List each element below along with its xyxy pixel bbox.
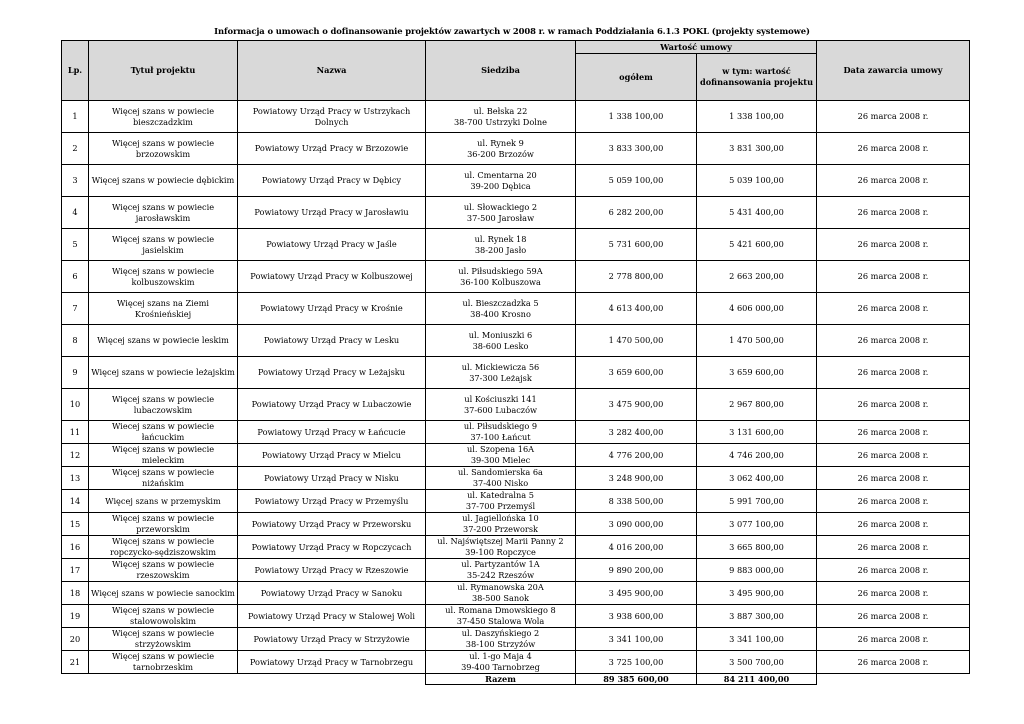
cell-dofinansowanie: 5 431 400,00 <box>697 197 817 229</box>
cell-siedziba <box>426 293 576 325</box>
address-street: ul. Sandomierska 6a <box>458 467 543 477</box>
cell-ogolem: 6 282 200,00 <box>576 197 697 229</box>
cell-tytul: Więcej szans w powiecie mieleckim <box>89 444 238 467</box>
cell-data: 26 marca 2008 r. <box>817 582 970 605</box>
cell-lp: 20 <box>62 628 89 651</box>
address-city: 37-600 Lubaczów <box>463 404 538 415</box>
cell-dofinansowanie: 1 338 100,00 <box>697 101 817 133</box>
cell-nazwa: Powiatowy Urząd Pracy w Krośnie <box>238 293 426 325</box>
address-street: ul. Jagiellońska 10 <box>462 513 539 523</box>
cell-data: 26 marca 2008 r. <box>817 421 970 444</box>
cell-data: 26 marca 2008 r. <box>817 559 970 582</box>
cell-tytul: Więcej szans w powiecie dębickim <box>89 165 238 197</box>
cell-dofinansowanie: 3 341 100,00 <box>697 628 817 651</box>
address-street: ul. Najświętszej Marii Panny 2 <box>437 536 564 546</box>
cell-dofinansowanie: 3 500 700,00 <box>697 651 817 674</box>
cell-ogolem: 3 725 100,00 <box>576 651 697 674</box>
page-title: Informacja o umowach o dofinansowanie projektów zawartych w 2008 r. w ramach Poddziałania 6.1.3 POKL (projekty systemowe) <box>214 26 810 36</box>
cell-nazwa: Powiatowy Urząd Pracy w Strzyżowie <box>238 628 426 651</box>
address-street: ul. Daszyńskiego 2 <box>461 628 540 638</box>
cell-ogolem: 3 495 900,00 <box>576 582 697 605</box>
cell-lp: 18 <box>62 582 89 605</box>
total-ogolem: 89 385 600,00 <box>576 674 697 685</box>
table-row <box>62 101 970 133</box>
address-street: ul. Rynek 18 <box>474 233 527 244</box>
cell-nazwa: Powiatowy Urząd Pracy w Przeworsku <box>238 513 426 536</box>
cell-lp: 15 <box>62 513 89 536</box>
cell-lp: 3 <box>62 165 89 197</box>
cell-lp: 1 <box>62 101 89 133</box>
cell-nazwa: Powiatowy Urząd Pracy w Łańcucie <box>238 421 426 444</box>
cell-data: 26 marca 2008 r. <box>817 197 970 229</box>
table-row <box>62 582 970 605</box>
address-street: ul. Piłsudskiego 59A <box>458 265 543 276</box>
cell-dofinansowanie: 4 746 200,00 <box>697 444 817 467</box>
cell-nazwa: Powiatowy Urząd Pracy w Jarosławiu <box>238 197 426 229</box>
cell-ogolem: 5 059 100,00 <box>576 165 697 197</box>
cell-tytul: Więcej szans w powiecie leskim <box>89 325 238 357</box>
cell-data: 26 marca 2008 r. <box>817 651 970 674</box>
cell-siedziba <box>426 229 576 261</box>
table-row <box>62 357 970 389</box>
cell-nazwa: Powiatowy Urząd Pracy w Tarnobrzegu <box>238 651 426 674</box>
address-street: ul. 1-go Maja 4 <box>469 651 532 661</box>
address-city: 38-100 Strzyżów <box>465 639 536 649</box>
cell-siedziba <box>426 389 576 421</box>
address-city: 37-700 Przemyśl <box>465 501 536 511</box>
cell-data: 26 marca 2008 r. <box>817 133 970 165</box>
cell-lp: 17 <box>62 559 89 582</box>
cell-nazwa: Powiatowy Urząd Pracy w Lubaczowie <box>238 389 426 421</box>
cell-siedziba <box>426 444 576 467</box>
cell-dofinansowanie: 5 991 700,00 <box>697 490 817 513</box>
cell-siedziba <box>426 101 576 133</box>
table-row <box>62 536 970 559</box>
cell-tytul: Więcej szans w powiecie niżańskim <box>89 467 238 490</box>
cell-ogolem: 1 338 100,00 <box>576 101 697 133</box>
cell-ogolem: 3 659 600,00 <box>576 357 697 389</box>
cell-dofinansowanie: 5 421 600,00 <box>697 229 817 261</box>
cell-lp: 2 <box>62 133 89 165</box>
cell-ogolem: 2 778 800,00 <box>576 261 697 293</box>
total-label: Razem <box>426 674 576 685</box>
address-city: 38-400 Krosno <box>470 308 531 319</box>
address-city: 39-300 Mielec <box>470 455 531 465</box>
address-street: ul. Bieszczadzka 5 <box>462 297 539 308</box>
cell-data: 26 marca 2008 r. <box>817 101 970 133</box>
address-city: 37-200 Przeworsk <box>462 524 538 534</box>
table-body <box>62 101 970 685</box>
table-row <box>62 421 970 444</box>
cell-ogolem: 3 475 900,00 <box>576 389 697 421</box>
cell-lp: 4 <box>62 197 89 229</box>
cell-nazwa: Powiatowy Urząd Pracy w Nisku <box>238 467 426 490</box>
cell-nazwa: Powiatowy Urząd Pracy w Kolbuszowej <box>238 261 426 293</box>
total-dofinansowanie: 84 211 400,00 <box>697 674 817 685</box>
address-street: ul. Szopena 16A <box>466 444 535 454</box>
address-street: ul. Bełska 22 <box>473 105 528 116</box>
cell-ogolem: 4 016 200,00 <box>576 536 697 559</box>
table-row <box>62 229 970 261</box>
cell-nazwa: Powiatowy Urząd Pracy w Rzeszowie <box>238 559 426 582</box>
table-row <box>62 513 970 536</box>
cell-nazwa: Powiatowy Urząd Pracy w Stalowej Woli <box>238 605 426 628</box>
cell-tytul: Więcej szans w powiecie jasielskim <box>89 229 238 261</box>
cell-nazwa: Powiatowy Urząd Pracy w Ustrzykach Dolnych <box>238 101 426 133</box>
cell-nazwa: Powiatowy Urząd Pracy w Dębicy <box>238 165 426 197</box>
table-row <box>62 261 970 293</box>
table-row <box>62 165 970 197</box>
cell-siedziba <box>426 513 576 536</box>
address-street: ul. Cmentarna 20 <box>464 169 537 180</box>
header-data: Data zawarcia umowy <box>817 41 970 101</box>
cell-data: 26 marca 2008 r. <box>817 513 970 536</box>
cell-ogolem: 3 938 600,00 <box>576 605 697 628</box>
address-city: 38-700 Ustrzyki Dolne <box>453 116 548 127</box>
address-street: ul. Moniuszki 6 <box>468 329 533 340</box>
cell-tytul: Więcej szans w powiecie jarosławskim <box>89 197 238 229</box>
address-street: ul. Romana Dmowskiego 8 <box>445 605 556 615</box>
cell-siedziba <box>426 582 576 605</box>
table-row <box>62 605 970 628</box>
cell-data: 26 marca 2008 r. <box>817 605 970 628</box>
table-row <box>62 467 970 490</box>
cell-dofinansowanie: 3 131 600,00 <box>697 421 817 444</box>
table-row <box>62 197 970 229</box>
table-row <box>62 293 970 325</box>
cell-lp: 16 <box>62 536 89 559</box>
cell-dofinansowanie: 3 659 600,00 <box>697 357 817 389</box>
cell-lp: 11 <box>62 421 89 444</box>
cell-siedziba <box>426 651 576 674</box>
cell-tytul: Więcej szans w powiecie stalowowolskim <box>89 605 238 628</box>
cell-dofinansowanie: 3 887 300,00 <box>697 605 817 628</box>
header-wartosc: Wartość umowy <box>576 41 817 54</box>
cell-nazwa: Powiatowy Urząd Pracy w Brzozowie <box>238 133 426 165</box>
cell-nazwa: Powiatowy Urząd Pracy w Mielcu <box>238 444 426 467</box>
cell-dofinansowanie: 1 470 500,00 <box>697 325 817 357</box>
cell-dofinansowanie: 3 077 100,00 <box>697 513 817 536</box>
address-city: 37-300 Leżajsk <box>469 372 532 383</box>
cell-lp: 5 <box>62 229 89 261</box>
cell-lp: 8 <box>62 325 89 357</box>
cell-ogolem: 3 341 100,00 <box>576 628 697 651</box>
cell-siedziba <box>426 325 576 357</box>
cell-lp: 19 <box>62 605 89 628</box>
table-row <box>62 133 970 165</box>
cell-data: 26 marca 2008 r. <box>817 536 970 559</box>
cell-ogolem: 9 890 200,00 <box>576 559 697 582</box>
address-street: ul. Mickiewicza 56 <box>461 361 540 372</box>
table-row <box>62 389 970 421</box>
cell-dofinansowanie: 3 062 400,00 <box>697 467 817 490</box>
table-row <box>62 559 970 582</box>
cell-tytul: Więcej szans w powiecie sanockim <box>89 582 238 605</box>
cell-siedziba <box>426 261 576 293</box>
cell-siedziba <box>426 133 576 165</box>
cell-data: 26 marca 2008 r. <box>817 467 970 490</box>
cell-data: 26 marca 2008 r. <box>817 444 970 467</box>
address-city: 38-500 Sanok <box>471 593 530 603</box>
cell-siedziba <box>426 421 576 444</box>
cell-tytul: Więcej szans w powiecie leżajskim <box>89 357 238 389</box>
cell-data: 26 marca 2008 r. <box>817 165 970 197</box>
cell-data: 26 marca 2008 r. <box>817 229 970 261</box>
cell-lp: 12 <box>62 444 89 467</box>
empty-cell <box>89 674 238 685</box>
cell-nazwa: Powiatowy Urząd Pracy w Leżajsku <box>238 357 426 389</box>
cell-tytul: Więcej szans w powiecie brzozowskim <box>89 133 238 165</box>
table-row <box>62 490 970 513</box>
cell-dofinansowanie: 2 967 800,00 <box>697 389 817 421</box>
cell-ogolem: 8 338 500,00 <box>576 490 697 513</box>
cell-tytul: Więcej szans w powiecie lubaczowskim <box>89 389 238 421</box>
address-city: 37-100 Łańcut <box>470 432 531 442</box>
cell-data: 26 marca 2008 r. <box>817 293 970 325</box>
cell-ogolem: 5 731 600,00 <box>576 229 697 261</box>
address-city: 39-200 Dębica <box>470 180 531 191</box>
cell-siedziba <box>426 467 576 490</box>
cell-dofinansowanie: 3 831 300,00 <box>697 133 817 165</box>
header-lp: Lp. <box>62 41 89 101</box>
cell-siedziba <box>426 536 576 559</box>
cell-ogolem: 3 090 000,00 <box>576 513 697 536</box>
cell-ogolem: 1 470 500,00 <box>576 325 697 357</box>
cell-siedziba <box>426 559 576 582</box>
cell-dofinansowanie: 2 663 200,00 <box>697 261 817 293</box>
cell-lp: 14 <box>62 490 89 513</box>
cell-siedziba <box>426 490 576 513</box>
total-row <box>62 674 970 685</box>
address-city: 37-400 Nisko <box>472 478 529 488</box>
cell-dofinansowanie: 4 606 000,00 <box>697 293 817 325</box>
address-street: ul. Słowackiego 2 <box>463 201 538 212</box>
header-ogolem: ogółem <box>576 54 697 101</box>
address-street: ul. Partyzantów 1A <box>461 559 540 569</box>
header-dofinansowanie: w tym: wartość dofinansowania projektu <box>697 54 817 101</box>
cell-tytul: Więcej szans w powiecie przeworskim <box>89 513 238 536</box>
cell-tytul: Więcej szans w powiecie bieszczadzkim <box>89 101 238 133</box>
table-row <box>62 325 970 357</box>
cell-data: 26 marca 2008 r. <box>817 325 970 357</box>
cell-nazwa: Powiatowy Urząd Pracy w Przemyślu <box>238 490 426 513</box>
cell-siedziba <box>426 357 576 389</box>
header-siedziba: Siedziba <box>426 41 576 101</box>
address-city: 38-200 Jasło <box>474 244 527 255</box>
address-street: ul. Katedralna 5 <box>467 490 534 500</box>
cell-siedziba <box>426 628 576 651</box>
header-nazwa: Nazwa <box>238 41 426 101</box>
empty-cell <box>62 674 89 685</box>
cell-ogolem: 4 776 200,00 <box>576 444 697 467</box>
cell-tytul: Więcej szans w powiecie kolbuszowskim <box>89 261 238 293</box>
cell-tytul: Więcej szans w powiecie rzeszowskim <box>89 559 238 582</box>
cell-tytul: Więcej szans w powiecie strzyżowskim <box>89 628 238 651</box>
address-street: ul. Piłsudskiego 9 <box>463 421 538 431</box>
cell-nazwa: Powiatowy Urząd Pracy w Lesku <box>238 325 426 357</box>
cell-tytul: Więcej szans na Ziemi Krośnieńskiej <box>89 293 238 325</box>
cell-dofinansowanie: 3 665 800,00 <box>697 536 817 559</box>
header-tytul: Tytuł projektu <box>89 41 238 101</box>
cell-tytul: Więcej szans w powiecie ropczycko-sędziszowskim <box>89 536 238 559</box>
address-city: 35-242 Rzeszów <box>466 570 535 580</box>
cell-nazwa: Powiatowy Urząd Pracy w Jaśle <box>238 229 426 261</box>
cell-lp: 13 <box>62 467 89 490</box>
cell-lp: 6 <box>62 261 89 293</box>
address-city: 37-500 Jarosław <box>466 212 535 223</box>
cell-lp: 7 <box>62 293 89 325</box>
cell-tytul: Więcej szans w powiecie tarnobrzeskim <box>89 651 238 674</box>
cell-nazwa: Powiatowy Urząd Pracy w Ropczycach <box>238 536 426 559</box>
cell-data: 26 marca 2008 r. <box>817 490 970 513</box>
table-row <box>62 651 970 674</box>
cell-data: 26 marca 2008 r. <box>817 357 970 389</box>
cell-lp: 10 <box>62 389 89 421</box>
address-street: ul. Rynek 9 <box>477 137 524 148</box>
address-city: 36-200 Brzozów <box>467 148 534 159</box>
cell-ogolem: 3 282 400,00 <box>576 421 697 444</box>
cell-lp: 21 <box>62 651 89 674</box>
address-city: 39-100 Ropczyce <box>465 547 536 557</box>
cell-dofinansowanie: 5 039 100,00 <box>697 165 817 197</box>
address-city: 39-400 Tarnobrzeg <box>461 662 540 672</box>
cell-data: 26 marca 2008 r. <box>817 389 970 421</box>
cell-ogolem: 3 248 900,00 <box>576 467 697 490</box>
empty-cell <box>238 674 426 685</box>
empty-cell <box>817 674 970 685</box>
cell-tytul: Wiecej szans w powiecie łańcuckim <box>89 421 238 444</box>
address-city: 37-450 Stalowa Wola <box>456 616 545 626</box>
cell-data: 26 marca 2008 r. <box>817 261 970 293</box>
cell-lp: 9 <box>62 357 89 389</box>
cell-dofinansowanie: 3 495 900,00 <box>697 582 817 605</box>
cell-siedziba <box>426 197 576 229</box>
cell-ogolem: 3 833 300,00 <box>576 133 697 165</box>
cell-siedziba <box>426 165 576 197</box>
cell-data: 26 marca 2008 r. <box>817 628 970 651</box>
address-city: 36-100 Kolbuszowa <box>460 276 541 287</box>
cell-siedziba <box>426 605 576 628</box>
address-street: ul Kościuszki 141 <box>464 393 537 404</box>
cell-ogolem: 4 613 400,00 <box>576 293 697 325</box>
cell-dofinansowanie: 9 883 000,00 <box>697 559 817 582</box>
table-row <box>62 628 970 651</box>
cell-tytul: Więcej szans w przemyskim <box>89 490 238 513</box>
address-street: ul. Rymanowska 20A <box>457 582 544 592</box>
table-row <box>62 444 970 467</box>
cell-nazwa: Powiatowy Urząd Pracy w Sanoku <box>238 582 426 605</box>
address-city: 38-600 Lesko <box>472 340 529 351</box>
contracts-table <box>61 40 970 685</box>
